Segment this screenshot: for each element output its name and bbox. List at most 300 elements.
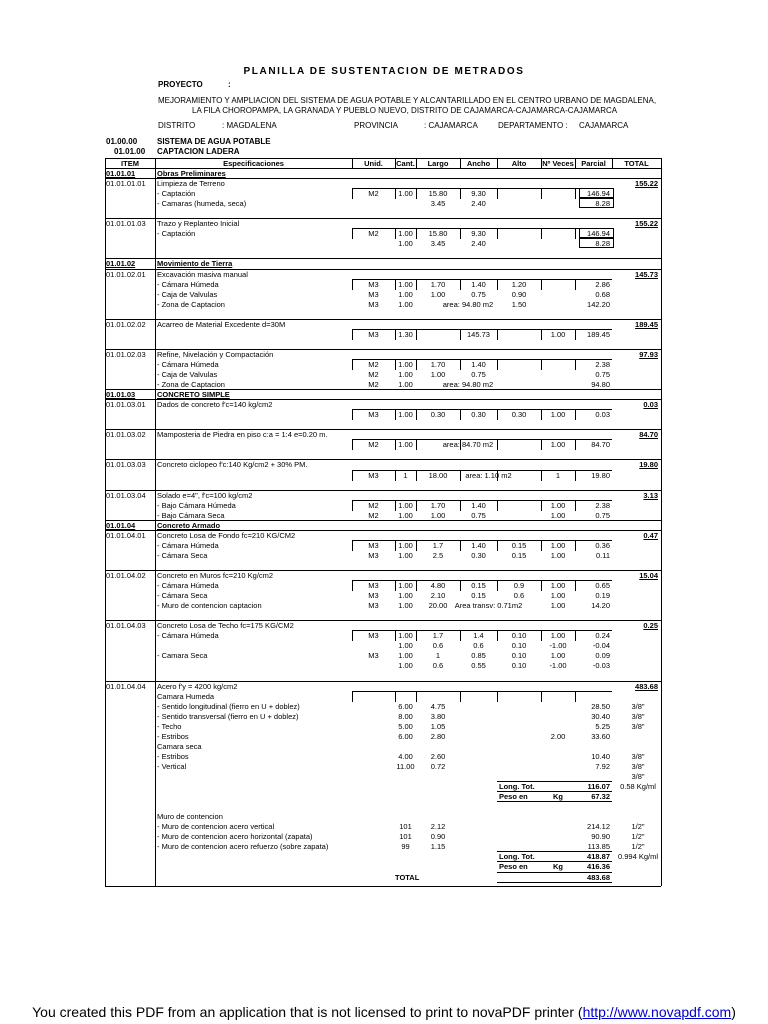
cell-border [541, 691, 542, 702]
unit-value: M3 [368, 470, 379, 480]
parcial-value: 0.09 [595, 651, 610, 661]
largo-value: 2.10 [430, 591, 446, 601]
column-header-un: Unid. [364, 159, 383, 168]
spec-text: - Camara Seca [157, 651, 208, 661]
item-code: 01.01.02.02 [106, 319, 146, 329]
spec-text: - Zona de Captacion [157, 299, 225, 309]
unit-value: M2 [368, 510, 379, 520]
alto-value: 0.6 [513, 591, 525, 601]
distrito-label: DISTRITO [158, 121, 196, 130]
cant-value: 5.00 [398, 721, 413, 731]
veces-value: 1.00 [550, 329, 566, 339]
ancho-value: 1.40 [471, 359, 486, 369]
largo-value: 3.45 [430, 199, 446, 209]
spec-text: - Cámara Húmeda [157, 540, 219, 550]
largo-value: 0.6 [432, 661, 444, 671]
parcial-value: -0.04 [592, 641, 610, 651]
item-code: 01.01.03.03 [106, 460, 146, 470]
page-title: PLANILLA DE SUSTENTACION DE METRADOS [243, 66, 525, 77]
ancho-value: 9.30 [471, 189, 486, 199]
largo-value: 0.72 [430, 761, 446, 771]
largo-value: 15.80 [428, 189, 448, 199]
cant-value: 1.00 [398, 239, 413, 249]
spec-text: Camara seca [157, 741, 202, 751]
grand-total-label: TOTAL [395, 872, 420, 882]
largo-value: 1.7 [432, 631, 444, 641]
summary-value: 116.07 [587, 782, 610, 792]
extra-note: 1/2" [631, 822, 645, 832]
cant-value: 1.00 [398, 601, 413, 611]
parcial-value: 0.68 [595, 289, 610, 299]
section-name-1: SISTEMA DE AGUA POTABLE [157, 137, 271, 146]
cell-border [497, 691, 498, 702]
parcial-value: 146.94 [587, 229, 610, 239]
spec-text: - Bajo Cámara Seca [157, 510, 225, 520]
largo-value: 2.12 [430, 822, 446, 832]
cant-value: 1.00 [398, 440, 413, 450]
total-value: 155.22 [635, 179, 658, 189]
veces-value: -1.00 [549, 641, 567, 651]
extra-note: 3/8" [631, 711, 645, 721]
alto-value: 0.10 [511, 631, 527, 641]
extra-note: 1/2" [631, 842, 645, 852]
item-code: 01.01.03.04 [106, 490, 146, 500]
parcial-box [579, 198, 614, 208]
table-bottom-border [105, 886, 661, 887]
largo-value: 20.00 [428, 601, 448, 611]
spec-text: Movimiento de Tierra [157, 259, 233, 269]
spec-text: Acarreo de Material Excedente d=30M [157, 319, 286, 329]
largo-value: 0.6 [432, 641, 444, 651]
spec-text: Trazo y Replanteo Inicial [157, 219, 240, 229]
provincia-label: PROVINCIA [354, 121, 399, 130]
unit-value: M2 [368, 500, 379, 510]
departamento-label: DEPARTAMENTO : [498, 121, 568, 130]
parcial-value: 30.40 [591, 711, 610, 721]
ancho-value: area: 1.10 m2 [465, 470, 512, 480]
alto-value: 0.15 [511, 540, 527, 550]
veces-value: 1.00 [550, 510, 566, 520]
ancho-value: 0.15 [471, 591, 486, 601]
column-header-lar: Largo [427, 159, 449, 168]
parcial-value: 0.36 [595, 540, 610, 550]
spec-text: - Techo [157, 721, 182, 731]
unit-value: M2 [368, 189, 379, 199]
cant-value: 99 [401, 842, 410, 852]
ancho-value: 1.40 [471, 540, 486, 550]
cant-value: 1.00 [398, 189, 413, 199]
total-value: 97.93 [639, 349, 658, 359]
spec-text: Concreto Losa de Fondo fc=210 KG/CM2 [157, 530, 296, 540]
largo-value: 1.00 [430, 289, 446, 299]
spec-text: - Muro de contencion acero vertical [157, 822, 275, 832]
column-header-total: TOTAL [624, 159, 649, 168]
cell-border [541, 188, 542, 199]
veces-value: 1.00 [550, 601, 566, 611]
summary-value: 418.87 [587, 852, 610, 862]
alto-value: 1.50 [511, 299, 527, 309]
largo-value: 1.15 [430, 842, 446, 852]
largo-value: 0.30 [430, 410, 446, 420]
largo-value: 1.70 [430, 279, 446, 289]
largo-value: 1.70 [430, 500, 446, 510]
spec-text: Concreto ciclopeo f'c:140 Kg/cm2 + 30% PM. [157, 460, 308, 470]
alto-value: 0.10 [511, 641, 527, 651]
parcial-value: 2.86 [595, 279, 610, 289]
ancho-value: 1.40 [471, 279, 486, 289]
largo-value: 1 [435, 651, 441, 661]
ancho-value: 1.40 [471, 500, 486, 510]
spec-text: - Vertical [157, 761, 187, 771]
footer-notice [0, 1004, 768, 1020]
item-code: 01.01.01 [106, 169, 136, 178]
cant-value: 1.00 [398, 380, 413, 390]
unit-value: M3 [368, 289, 379, 299]
cell-border [497, 329, 498, 340]
spec-text: - Captación [157, 229, 196, 239]
unit-value: M3 [368, 601, 379, 611]
cell-border [541, 279, 542, 290]
ancho-value: 145.73 [467, 329, 490, 339]
parcial-value: 19.80 [591, 470, 610, 480]
total-value: 0.03 [643, 400, 658, 410]
parcial-value: 0.65 [595, 581, 610, 591]
unit-value: M3 [368, 410, 379, 420]
summary-border [497, 882, 612, 883]
column-header-item: ITEM [121, 159, 139, 168]
item-code: 01.01.03 [106, 390, 136, 400]
summary-label: Long. Tot. [499, 852, 535, 862]
column-header-vec: Nº Veces [542, 159, 574, 168]
spec-text: Muro de contencion [157, 812, 223, 822]
unit-value: M3 [368, 631, 379, 641]
largo-value: 2.60 [430, 751, 446, 761]
parcial-value: 214.12 [587, 822, 610, 832]
spec-text: - Cámara Húmeda [157, 359, 219, 369]
novapdf-link[interactable]: http://www.novapdf.com [582, 1004, 732, 1020]
largo-value: 1.00 [430, 510, 446, 520]
parcial-value: 7.92 [595, 761, 610, 771]
footer-text: You created this PDF from an application that is not licensed to print to novaPDF printer ( [32, 1004, 583, 1020]
veces-value: 1.00 [550, 540, 566, 550]
cant-value: 1.00 [398, 581, 413, 591]
total-value: 483.68 [635, 681, 658, 691]
ancho-value: 0.30 [471, 550, 486, 560]
parcial-value: -0.03 [592, 661, 610, 671]
largo-value: area: 94.80 m2 [442, 380, 494, 390]
unit-value: M3 [368, 540, 379, 550]
cell-border [497, 359, 498, 370]
largo-value: area: 94.80 m2 [442, 299, 494, 309]
ancho-value: Area transv: 0.71m2 [454, 601, 523, 611]
cant-value: 8.00 [398, 711, 413, 721]
summary-border [497, 781, 612, 782]
cant-value: 6.00 [398, 701, 413, 711]
parcial-value: 5.25 [595, 721, 610, 731]
total-value: 84.70 [639, 430, 658, 440]
cant-value: 1.00 [398, 289, 413, 299]
spec-text: - Estribos [157, 731, 189, 741]
summary-border [497, 801, 612, 802]
parcial-value: 0.19 [595, 591, 610, 601]
cant-value: 1.00 [398, 641, 413, 651]
total-value: 3.13 [643, 490, 658, 500]
veces-value: 1.00 [550, 550, 566, 560]
unit-kg-label: Kg [553, 792, 563, 802]
proyecto-label: PROYECTO [158, 80, 203, 89]
ancho-value: 2.40 [471, 239, 486, 249]
unit-value: M3 [368, 591, 379, 601]
summary-border [497, 791, 612, 792]
project-description-line2: LA FILA CHOROPAMPA, LA GRANADA Y PUEBLO NUEVO, DISTRITO DE CAJAMARCA-CAJAMARCA-CAJAMARCA [192, 106, 618, 115]
spec-text: - Cámara Húmeda [157, 279, 219, 289]
cell-border [497, 188, 498, 199]
unit-value: M3 [368, 299, 379, 309]
veces-value: 2.00 [550, 731, 566, 741]
item-code: 01.01.04.01 [106, 530, 146, 540]
parcial-box [579, 228, 614, 238]
cant-value: 1.00 [398, 299, 413, 309]
parcial-value: 0.11 [595, 550, 610, 560]
ancho-value: 0.30 [471, 410, 486, 420]
parcial-value: 146.94 [587, 189, 610, 199]
ancho-value: 0.75 [471, 510, 486, 520]
column-header-anc: Ancho [466, 159, 491, 168]
cant-value: 1.00 [398, 591, 413, 601]
largo-value: 4.75 [430, 701, 446, 711]
spec-text: - Cámara Seca [157, 550, 208, 560]
extra-note: 3/8" [631, 751, 645, 761]
spec-text: - Caja de Valvulas [157, 289, 218, 299]
veces-value: 1.00 [550, 500, 566, 510]
metrados-table [105, 158, 661, 913]
cell-border [416, 691, 417, 702]
unit-value: M2 [368, 229, 379, 239]
cant-value: 1.00 [398, 229, 413, 239]
parcial-value: 113.85 [587, 842, 610, 852]
footer-close: ) [731, 1004, 736, 1020]
cant-value: 1.00 [398, 500, 413, 510]
largo-value: 3.80 [430, 711, 446, 721]
item-code: 01.01.04.03 [106, 621, 146, 631]
ancho-value: 0.85 [471, 651, 486, 661]
spec-text: Concreto en Muros fc=210 Kg/cm2 [157, 571, 274, 580]
alto-value: 0.30 [511, 410, 527, 420]
parcial-value: 0.03 [595, 410, 610, 420]
summary-value: 483.68 [587, 872, 610, 882]
unit-value: M2 [368, 359, 379, 369]
cant-value: 1.00 [398, 370, 413, 379]
cant-value: 1.00 [398, 550, 413, 560]
unit-value: M2 [368, 380, 379, 390]
alto-value: 0.15 [511, 550, 527, 560]
parcial-value: 0.75 [595, 510, 610, 520]
project-description-line1: MEJORAMIENTO Y AMPLIACION DEL SISTEMA DE AGUA POTABLE Y ALCANTARILLADO EN EL CENTRO URBANO DE MAGDALENA, [158, 96, 657, 105]
extra-note: 0.58 Kg/ml [620, 782, 656, 792]
spec-text: - Caja de Valvulas [157, 370, 218, 379]
spec-text: Concreto Losa de Techo fc=175 KG/CM2 [157, 621, 294, 631]
total-value: 0.25 [643, 621, 658, 631]
extra-note: 3/8" [631, 761, 645, 771]
departamento-value: CAJAMARCA [579, 121, 629, 130]
spec-text: - Estribos [157, 751, 189, 761]
largo-value: 0.90 [430, 832, 446, 842]
alto-value: 0.10 [511, 651, 527, 661]
cell-border [497, 500, 498, 511]
spec-text: - Muro de contencion acero refuerzo (sobre zapata) [157, 842, 329, 852]
unit-value: M2 [368, 370, 379, 379]
summary-label: Peso en [499, 862, 528, 872]
spec-text: Limpieza de Terreno [157, 179, 225, 189]
spec-text: - Cámara Seca [157, 591, 208, 601]
alto-value: 0.90 [511, 289, 527, 299]
cant-value: 1.00 [398, 279, 413, 289]
summary-border [497, 861, 612, 862]
ancho-value: 0.75 [471, 289, 486, 299]
spec-text: Dados de concreto f'c=140 kg/cm2 [157, 400, 273, 410]
largo-value: 15.80 [428, 229, 448, 239]
cell-border [395, 691, 396, 702]
parcial-value: 0.75 [595, 370, 610, 379]
cant-value: 1.00 [398, 410, 413, 420]
total-value: 19.80 [639, 460, 658, 470]
item-code: 01.01.04.04 [106, 681, 146, 691]
spec-text: - Muro de contencion acero horizontal (zapata) [157, 832, 313, 842]
cant-value: 1.00 [398, 651, 413, 661]
cell-border [460, 691, 461, 702]
row-separator [352, 691, 612, 692]
section-code-1: 01.00.00 [106, 137, 138, 146]
item-code: 01.01.02.03 [106, 349, 146, 359]
alto-value: 0.9 [513, 581, 525, 591]
parcial-value: 8.28 [595, 199, 610, 209]
veces-value: -1.00 [549, 661, 567, 671]
ancho-value: 0.6 [473, 641, 484, 651]
spec-text: - Sentido transversal (fierro en U + doblez) [157, 711, 299, 721]
total-value: 155.22 [635, 219, 658, 229]
parcial-value: 2.38 [595, 359, 610, 369]
cell-border [541, 228, 542, 239]
ancho-value: 9.30 [471, 229, 486, 239]
extra-note: 3/8" [631, 721, 645, 731]
spec-text: Obras Preliminares [157, 169, 226, 178]
unit-value: M3 [368, 279, 379, 289]
column-header-esp: Especificaciones [223, 159, 284, 168]
cant-value: 1.00 [398, 661, 413, 671]
total-value: 145.73 [635, 269, 658, 279]
item-code: 01.01.04.02 [106, 571, 146, 580]
parcial-value: 84.70 [591, 440, 610, 450]
ancho-value: 0.15 [471, 581, 486, 591]
summary-border [497, 872, 612, 873]
cant-value: 4.00 [398, 751, 413, 761]
cell-border [416, 329, 417, 340]
veces-value: 1.00 [550, 440, 566, 450]
cell-border [541, 359, 542, 370]
cant-value: 1.00 [398, 510, 413, 520]
spec-text: - Captación [157, 189, 196, 199]
cant-value: 11.00 [396, 761, 415, 771]
largo-value: 2.80 [430, 731, 446, 741]
extra-note: 0.994 Kg/ml [617, 852, 659, 862]
cant-value: 1 [403, 470, 408, 480]
item-code: 01.01.04 [106, 520, 136, 530]
total-value: 0.47 [643, 530, 658, 540]
spec-text: Mamposteria de Piedra en piso c:a = 1:4 e=0.20 m. [157, 430, 328, 440]
summary-value: 416.36 [587, 862, 610, 872]
largo-value: area: 84.70 m2 [442, 440, 494, 450]
veces-value: 1.00 [550, 410, 566, 420]
item-code: 01.01.03.01 [106, 400, 146, 410]
ancho-value: 2.40 [471, 199, 486, 209]
item-code: 01.01.02.01 [106, 269, 146, 279]
cant-value: 101 [399, 832, 412, 842]
largo-value: 1.05 [430, 721, 446, 731]
distrito-value: : MAGDALENA [222, 121, 277, 130]
section-name-2: CAPTACION LADERA [157, 147, 240, 156]
spec-text: Acero f'y = 4200 kg/cm2 [157, 681, 238, 691]
parcial-value: 90.90 [591, 832, 610, 842]
parcial-value: 142.20 [587, 299, 610, 309]
parcial-value: 33.60 [591, 731, 610, 741]
cant-value: 6.00 [398, 731, 413, 741]
parcial-box [579, 188, 614, 198]
largo-value: 3.45 [430, 239, 446, 249]
column-border [155, 158, 156, 886]
unit-value: M2 [368, 440, 379, 450]
unit-value: M3 [368, 329, 379, 339]
column-header-alt: Alto [511, 159, 527, 168]
ancho-value: 0.55 [471, 661, 486, 671]
largo-value: 2.5 [432, 550, 444, 560]
spec-text: Refine, Nivelación y Compactación [157, 349, 274, 359]
spec-text: - Bajo Cámara Húmeda [157, 500, 236, 510]
alto-value: 0.10 [511, 661, 527, 671]
item-code: 01.01.01.01 [106, 179, 146, 189]
proyecto-colon: : [228, 80, 231, 89]
parcial-value: 10.40 [591, 751, 610, 761]
cant-value: 1.00 [398, 540, 413, 550]
item-code: 01.01.02 [106, 259, 136, 269]
spec-text: CONCRETO SIMPLE [157, 390, 230, 400]
parcial-value: 14.20 [591, 601, 610, 611]
item-code: 01.01.03.02 [106, 430, 146, 440]
spec-text: Solado e=4", f'c=100 kg/cm2 [157, 490, 253, 500]
parcial-value: 28.50 [591, 701, 610, 711]
item-code: 01.01.01.03 [106, 219, 146, 229]
spec-text: Concreto Armado [157, 520, 221, 530]
parcial-value: 0.24 [595, 631, 610, 641]
total-value: 15.04 [639, 571, 658, 580]
summary-border [497, 851, 612, 852]
spec-text: Camara Humeda [157, 691, 215, 701]
spec-text: - Cámara Húmeda [157, 631, 219, 641]
parcial-box [579, 238, 614, 248]
parcial-value: 2.38 [595, 500, 610, 510]
largo-value: 1.7 [432, 540, 444, 550]
unit-value: M3 [368, 651, 379, 661]
veces-value: 1.00 [550, 581, 566, 591]
column-header-par: Parcial [581, 159, 606, 168]
extra-note: 3/8" [631, 701, 645, 711]
spec-text: - Sentido longitudinal (fierro en U + doblez) [157, 701, 300, 711]
spec-text: - Camaras (humeda, seca) [157, 199, 247, 209]
largo-value: 1.00 [430, 370, 446, 379]
cell-border [575, 691, 576, 702]
cell-border [497, 228, 498, 239]
cant-value: 101 [399, 822, 412, 832]
cant-value: 1.30 [398, 329, 413, 339]
